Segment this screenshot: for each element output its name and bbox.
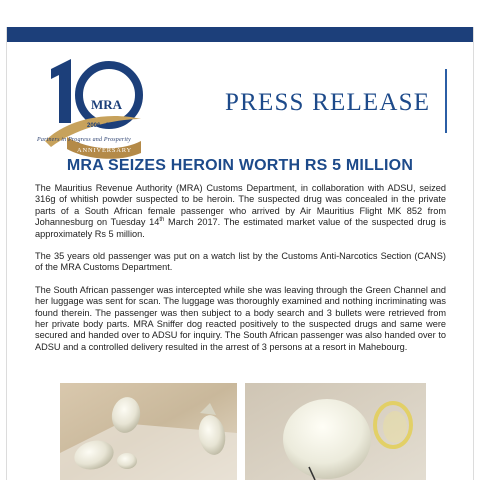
header-bar xyxy=(7,27,473,42)
paragraph-1-text: The Mauritius Revenue Authority (MRA) Customs Department, in collaboration with ADSU, seized 316g of whitish powder suspected to be heroin. The suspected drug was concealed in the private parts of a South African female passenger who arrived by Air Mauritius Flight MK 852 from Johannesburg on Tuesday 14 xyxy=(35,183,446,228)
paragraph-3: The South African passenger was intercepted while she was leaving through the Green Channel and her luggage was sent for scan. The luggage was thoroughly examined and nothing incriminating was found therein. The passenger was then subject to a body search and 3 bullets were retrieved from her private body parts. MRA Sniffer dog reacted positively to the suspected drugs and same were secured and handed over to ADSU for inquiry. The South African passenger was also handed over to ADSU and a controlled delivery resulted in the arrest of 3 persons at a resort in Mahebourg. xyxy=(35,284,446,352)
seized-capsules-photo-left xyxy=(60,383,237,480)
logo-banner-text: ANNIVERSARY xyxy=(77,147,133,154)
mra-10-anniversary-logo xyxy=(37,49,157,165)
logo-brand-text: MRA xyxy=(91,97,123,112)
press-release-title: PRESS RELEASE xyxy=(225,89,431,116)
article-headline: MRA SEIZES HEROIN WORTH RS 5 MILLION xyxy=(66,157,414,174)
paragraph-1 xyxy=(35,183,446,240)
logo-years-text: 2006 - 2016 xyxy=(87,123,120,129)
paragraph-2: The 35 years old passenger was put on a watch list by the Customs Anti-Narcotics Section (CANS) of the MRA Customs Department. xyxy=(35,251,446,273)
paragraph-1-text-end: March 2017. The estimated market value of the suspected drug is approximately Rs 5 million. xyxy=(35,217,446,239)
seized-capsule-photo-right xyxy=(245,383,426,480)
logo-tagline: Partners in Progress and Prosperity xyxy=(37,137,131,143)
date-ordinal-suffix: th xyxy=(159,217,165,224)
title-divider xyxy=(445,69,447,133)
press-release-page xyxy=(6,27,474,480)
article-body xyxy=(35,183,446,364)
